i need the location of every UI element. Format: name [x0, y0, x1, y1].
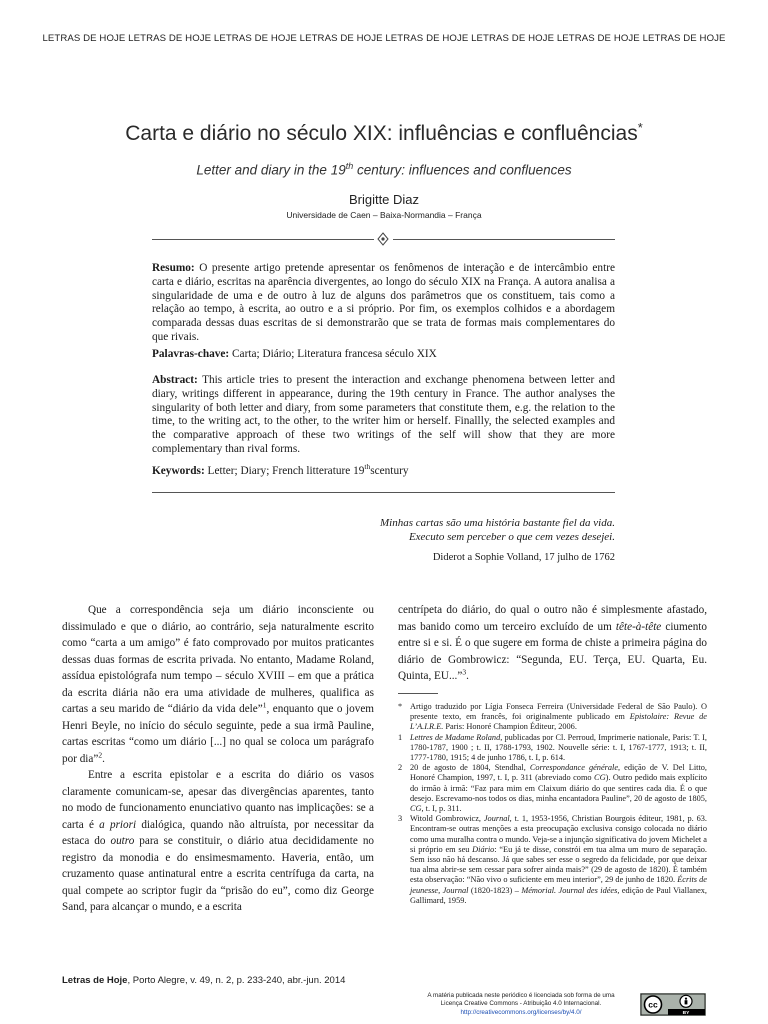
article-subtitle: [0, 161, 768, 178]
footnote-ref-2[interactable]: 2: [98, 749, 103, 759]
palavras-chave-text: Carta; Diário; Literatura francesa século XIX: [232, 348, 437, 360]
abstract-divider: [152, 492, 615, 493]
subtitle-text-end: century: influences and confluences: [353, 162, 572, 178]
footnote-ref-1[interactable]: 1: [262, 700, 267, 710]
keywords-text-end: scentury: [370, 464, 409, 477]
epigraph: [300, 516, 615, 544]
body-column-left: [62, 602, 374, 916]
abstract-label: Abstract:: [152, 374, 198, 386]
license-line-1: A matéria publicada neste periódico é licenciada sob forma de uma: [427, 992, 615, 999]
ornament-icon: [376, 232, 390, 246]
license-notice: [410, 992, 632, 1017]
divider-right: [393, 239, 615, 240]
resumo-block: [152, 262, 615, 345]
license-line-2: Licença Creative Commons - Atribuição 4.0 Internacional.: [440, 1000, 602, 1008]
title-footnote-mark[interactable]: *: [637, 120, 643, 135]
body-column-right: [398, 602, 707, 685]
footnote: 3 Witold Gombrowicz, Journal, t. 1, 1953-1956, Christian Bourgois éditeur, 1981, p. 63. Encontram-se outras menções a esta preocupação exclusiva consigo colocada no diário como uma muralha contra o mundo. Veja-se a injunção significativa do jovem Michelet a si próprio em seu Diário: “Eu já te disse, constrói em tua alma um muro de separação. Sem isso não há descanso. Já que sabes ser esse o segredo da felicidade, por que deixar tua alma abrir-se sem cessar para sofrer ainda mais?” (29 de agosto de 1820). É também esta observação: “Não vivo o suficiente em meu interior”, 29 de junho de 1820. Écrits de jeunesse, Journal (1820-1823) – Mémorial. Journal des idées, edição de Paul Viallanex, Gallimard, 1959.: [398, 814, 708, 905]
abstract-block: [152, 374, 615, 457]
cc-by-badge-icon[interactable]: [640, 993, 706, 1016]
journal-issue: , Porto Alegre, v. 49, n. 2, p. 233-240, abr.-jun. 2014: [127, 975, 346, 986]
abstract-text: This article tries to present the interaction and exchange phenomena between letter and diary, writings different in appearance, during the 19th century in France. The author analyses the singularity of both letter and diary, from some parameters that constitute them, e.g. the relation to the time, to the writing act, to the other, to the writer him or herself. Finallly, the selected examples and the comparative approach of these two writings of the self will show that they are more complementary than rival forms.: [152, 374, 615, 455]
footnote: * Artigo traduzido por Lígia Fonseca Ferreira (Universidade Federal de São Paulo). O presente texto, em francês, foi originalmente publicado em Epistolaire: Revue de L’A.I.R.E. Paris: Honoré Champion Éditeur, 2006.: [398, 702, 707, 732]
body-paragraph: centrípeta do diário, do qual o outro não é simplesmente afastado, mas banido como um terceiro excluído de um tête-à-tête ciumento entre si e si. É o que sugere em forma de chiste a primeira página do diário de Gombrowicz: “Segunda, EU. Terça, EU. Quarta, Eu. Quinta, EU...”$^3$.: [398, 604, 707, 682]
article-title: [0, 120, 768, 146]
footnote-ref-3[interactable]: 3: [462, 667, 467, 677]
epigraph-line-2: Executo sem perceber o que cem vezes desejei.: [408, 531, 615, 543]
body-paragraph: Entre a escrita epistolar e a escrita do diário os vasos claramente comunicam-se, apesar das divergências aparentes, tanto no modo de funcionamento enunciativo quanto nas implicações: se a carta é a priori dialógica, quando não altruísta, por necessitar da estaca do outro para se constituir, o diário atua decididamente no registro da monodia e do ensimesmamento. Haveria, então, um cruzamento quase antinatural entre a escrita centrífuga da carta, na qual compete ao scriptor fugir da “prisão do eu”, como diz George Sand, para alcançar o mundo, e a escrita: [62, 769, 375, 913]
body-paragraph: Que a correspondência seja um diário inconsciente ou dissimulado e que o diário, ao contrário, seja naturalmente escrito como “carta a um amigo” é fato comprovado por muitos praticantes dessas duas formas de escrita privada. No entanto, Madame Roland, assídua epistológrafa num tempo – século XVIII – em que a prática da escrita diária não era uma atividade de mulheres, qualifica as cartas a seu marido de “diário da vida dele”$^1$, enquanto que o jovem Henri Beyle, no início do século seguinte, pede a sua irmã Pauline, cartas escritas “como um diário [...] no qual se coloca um parágrafo por dia”$^2$.: [62, 604, 374, 765]
footnote-divider: [398, 693, 438, 694]
epigraph-source: Diderot a Sophie Volland, 17 julho de 1762: [432, 552, 615, 563]
keywords-label: Keywords:: [152, 464, 205, 477]
epigraph-line-1: Minhas cartas são uma história bastante fiel da vida.: [380, 517, 615, 529]
footnote: 2 20 de agosto de 1804, Stendhal, Correspondance générale, edição de V. Del Litto, Honoré Champion, 1997, t. I, p. 311 (abreviado como CG). Outro pedido mais explícito do irmão à irmã: “Faz para mim em Claixum diário do que sentires cada dia. É o que desejo. Escrevamo-nos todos os dias, minha encantadora Pauline”, 20 de agosto de 1805, CG, t. I, p. 311.: [398, 763, 707, 814]
title-text: Carta e diário no século XIX: influências e confluências: [125, 122, 638, 145]
subtitle-text-start: Letter and diary in the 19: [196, 162, 346, 178]
journal-name: Letras de Hoje: [62, 975, 128, 986]
footnotes: [398, 702, 707, 906]
subtitle-superscript: th: [345, 161, 354, 171]
author-affiliation: Universidade de Caen – Baixa-Normandia – França: [286, 210, 482, 220]
palavras-chave-block: [152, 348, 615, 362]
keywords-superscript: th: [364, 462, 371, 471]
keywords-block: [152, 460, 615, 479]
palavras-chave-label: Palavras-chave:: [152, 348, 230, 360]
running-header: LETRAS DE HOJE LETRAS DE HOJE LETRAS DE HOJE LETRAS DE HOJE LETRAS DE HOJE LETRAS DE HOJE LETRAS DE HOJE LETRAS DE HOJE: [42, 33, 726, 44]
footnote: 1 Lettres de Madame Roland, publicadas por Cl. Perroud, Imprimerie nationale, Paris: T. I, 1780-1787, 1900 ; t. II, 1788-1793, 1902. Nouvelle série: t. I, 1767-1777, 1913; t. II, 1777-1780, 1915; 4 de junho 1786, t. I, p. 614.: [398, 732, 707, 763]
keywords-text-start: Letter; Diary; French litterature 19: [207, 464, 365, 477]
author-name: Brigitte Diaz: [348, 192, 420, 207]
journal-citation: [62, 975, 345, 986]
divider-left: [152, 239, 374, 240]
resumo-label: Resumo:: [152, 262, 195, 274]
badge-by-label: BY: [682, 1011, 690, 1016]
svg-text:cc: cc: [648, 999, 658, 1010]
resumo-text: O presente artigo pretende apresentar os fenômenos de interação e de intercâmbio entre carta e diário, escritas na aparência divergentes, ao longo do século XIX na França. A autora analisa a singularidade de uma e de outro à luz de alguns dos parâmetros que os constituem, tais como a relação ao tempo, à escrita, ao outro e a si próprio. Por fim, os exemplos colhidos e a abordagem comparada dessas duas escritas de si demonstrarão que se trata de formas mais complementares do que rivais.: [152, 262, 615, 343]
license-link[interactable]: http://creativecommons.org/licenses/by/4.0/: [460, 1008, 582, 1016]
